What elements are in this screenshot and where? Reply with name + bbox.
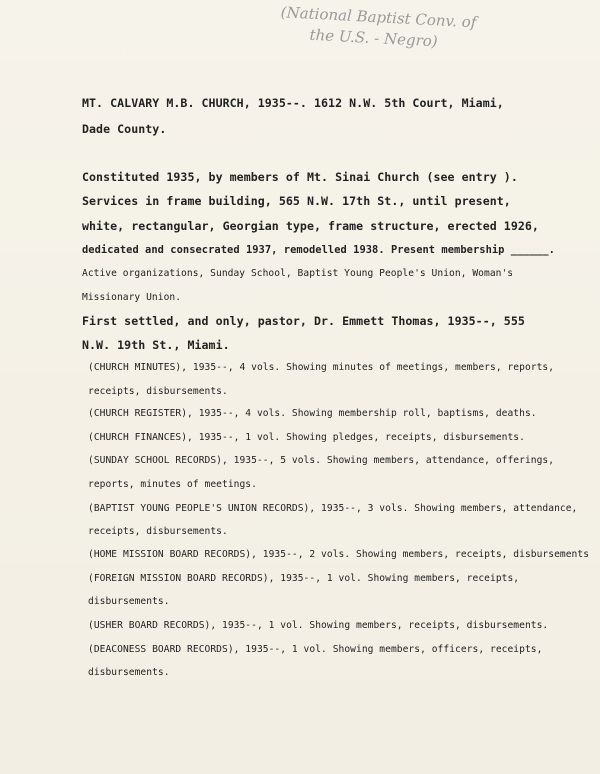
- handwritten-note-line-1: (National Baptist Conv. of: [280, 3, 477, 32]
- handwritten-note-line-2: the U.S. - Negro): [309, 25, 439, 51]
- record-entry: (SUNDAY SCHOOL RECORDS), 1935--, 5 vols. Showing members, attendance, offerings,: [88, 455, 555, 466]
- record-entry: (BAPTIST YOUNG PEOPLE'S UNION RECORDS), 1935--, 3 vols. Showing members, attendance,: [88, 503, 578, 514]
- record-entry: disbursements.: [88, 596, 170, 607]
- record-entry: (USHER BOARD RECORDS), 1935--, 1 vol. Showing members, receipts, disbursements.: [88, 620, 549, 631]
- history-line: Services in frame building, 565 N.W. 17th St., until present,: [82, 194, 511, 208]
- history-line: Constituted 1935, by members of Mt. Sinai Church (see entry ).: [82, 170, 518, 184]
- record-entry: disbursements.: [88, 667, 170, 678]
- record-entry: (FOREIGN MISSION BOARD RECORDS), 1935--, 1 vol. Showing members, receipts,: [88, 573, 520, 584]
- record-entry: (CHURCH REGISTER), 1935--, 4 vols. Showing membership roll, baptisms, deaths.: [88, 408, 537, 419]
- history-line: dedicated and consecrated 1937, remodelled 1938. Present membership ______.: [82, 244, 555, 256]
- church-heading: MT. CALVARY M.B. CHURCH, 1935--. 1612 N.W. 5th Court, Miami,: [82, 96, 504, 110]
- record-entry: receipts, disbursements.: [88, 526, 228, 537]
- record-entry: (CHURCH MINUTES), 1935--, 4 vols. Showing minutes of meetings, members, reports,: [88, 362, 555, 373]
- pastor-line: N.W. 19th St., Miami.: [82, 338, 230, 352]
- pastor-line: First settled, and only, pastor, Dr. Emmett Thomas, 1935--, 555: [82, 314, 525, 328]
- history-line: Missionary Union.: [82, 292, 182, 303]
- church-heading-county: Dade County.: [82, 122, 167, 136]
- handwritten-note: [279, 2, 581, 60]
- record-entry: (HOME MISSION BOARD RECORDS), 1935--, 2 vols. Showing members, receipts, disbursements: [88, 549, 590, 560]
- record-entry: (CHURCH FINANCES), 1935--, 1 vol. Showing pledges, receipts, disbursements.: [88, 432, 525, 443]
- record-entry: receipts, disbursements.: [88, 386, 228, 397]
- record-entry: reports, minutes of meetings.: [88, 479, 257, 490]
- record-entry: (DEACONESS BOARD RECORDS), 1935--, 1 vol. Showing members, officers, receipts,: [88, 644, 543, 655]
- history-line: white, rectangular, Georgian type, frame structure, erected 1926,: [82, 219, 539, 233]
- history-line: Active organizations, Sunday School, Baptist Young People's Union, Woman's: [82, 268, 514, 279]
